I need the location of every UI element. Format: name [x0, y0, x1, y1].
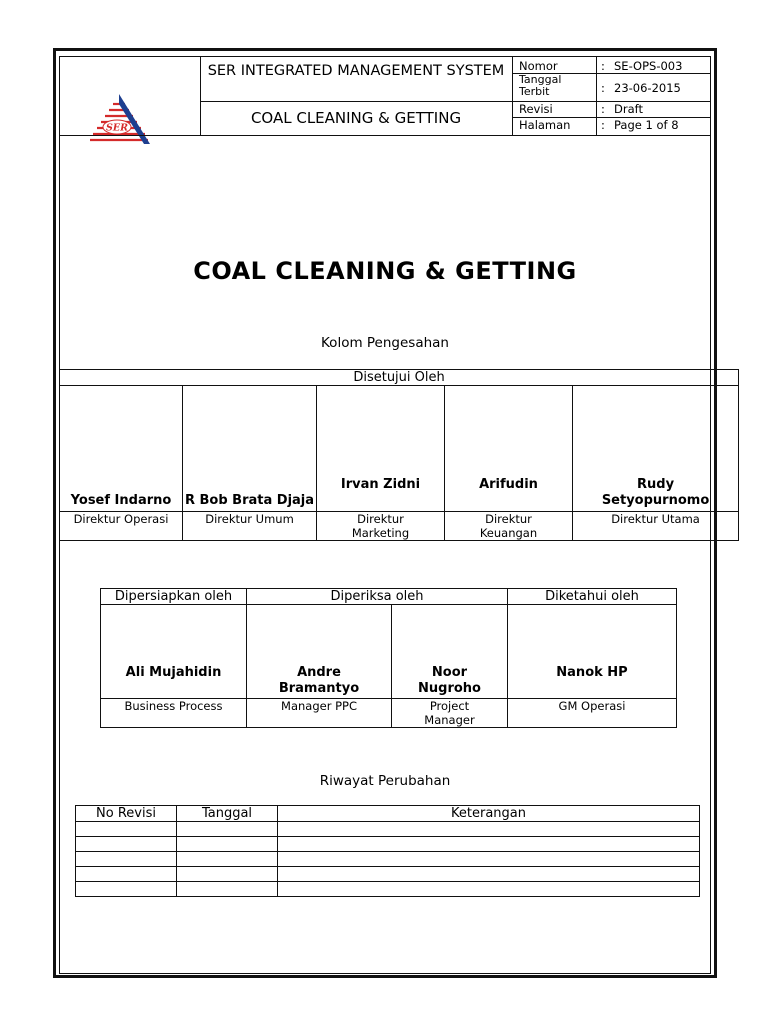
approver-role: Direktur Umum [205, 512, 294, 526]
ser-logo [86, 92, 152, 146]
preparer-name: Ali Mujahidin [125, 665, 222, 680]
cell [76, 837, 177, 852]
table-row [76, 867, 700, 882]
preparation-table [100, 588, 677, 728]
cell [177, 882, 278, 897]
cell [76, 822, 177, 837]
cell [278, 837, 700, 852]
cell [76, 867, 177, 882]
approver-name: Irvan Zidni [340, 477, 421, 492]
meta-sep-nomor: : [601, 59, 605, 73]
approver-name: R Bob Brata Djaja [184, 493, 315, 508]
approval-name-row [60, 386, 739, 512]
checker-name: Andre Bramantyo [278, 665, 360, 696]
acknowledger-name: Nanok HP [556, 665, 628, 680]
checker-name: Noor Nugroho [418, 665, 481, 696]
main-title: COAL CLEANING & GETTING [193, 257, 577, 285]
acknowledged-by-header: Diketahui oleh [508, 589, 677, 605]
table-row [76, 852, 700, 867]
meta-label-nomor: Nomor [519, 59, 558, 73]
approver-role: Direktur Operasi [73, 512, 169, 526]
col-no-revisi: No Revisi [76, 806, 177, 822]
meta-label-tanggal: Tanggal Terbit [519, 73, 562, 98]
cell [278, 867, 700, 882]
preparation-name-row [101, 605, 677, 699]
approver-name: Arifudin [479, 477, 538, 492]
cell [177, 867, 278, 882]
approver-role: Direktur Marketing [351, 512, 410, 540]
meta-value-tanggal: 23-06-2015 [614, 81, 681, 95]
approval-role-row [60, 512, 739, 541]
cell [177, 837, 278, 852]
approval-header: Disetujui Oleh [60, 370, 739, 386]
table-row [76, 822, 700, 837]
approver-name: Rudy Setyopurnomo [601, 477, 710, 508]
checked-by-header: Diperiksa oleh [247, 589, 508, 605]
meta-sep-revisi: : [601, 102, 605, 116]
checker-role: Manager PPC [281, 699, 357, 713]
meta-label-halaman: Halaman [519, 118, 571, 132]
cell [278, 882, 700, 897]
meta-value-revisi: Draft [614, 102, 643, 116]
header-doc-title: COAL CLEANING & GETTING [250, 109, 462, 127]
cell [76, 852, 177, 867]
preparer-role: Business Process [124, 699, 223, 713]
cell [278, 822, 700, 837]
col-keterangan: Keterangan [278, 806, 700, 822]
logo-text: SER [106, 122, 128, 134]
table-row [76, 882, 700, 897]
meta-value-halaman: Page 1 of 8 [614, 118, 679, 132]
cell [177, 852, 278, 867]
system-title: SER INTEGRATED MANAGEMENT SYSTEM [207, 63, 505, 79]
prepared-by-header: Dipersiapkan oleh [101, 589, 247, 605]
meta-label-revisi: Revisi [519, 102, 553, 116]
cell [278, 852, 700, 867]
cell [177, 822, 278, 837]
approver-role: Direktur Utama [611, 512, 700, 526]
revision-history-table [75, 805, 700, 897]
approver-role: Direktur Keuangan [479, 512, 538, 540]
cell [76, 882, 177, 897]
approver-name: Yosef Indarno [70, 493, 172, 508]
approval-section-title: Kolom Pengesahan [321, 335, 449, 351]
acknowledger-role: GM Operasi [558, 699, 626, 713]
table-row [76, 837, 700, 852]
meta-value-nomor: SE-OPS-003 [614, 59, 683, 73]
preparation-role-row [101, 699, 677, 728]
checker-role: Project Manager [424, 699, 475, 727]
meta-sep-tanggal: : [601, 81, 605, 95]
history-section-title: Riwayat Perubahan [319, 773, 451, 789]
meta-sep-halaman: : [601, 118, 605, 132]
approval-table [59, 369, 739, 541]
col-tanggal: Tanggal [177, 806, 278, 822]
